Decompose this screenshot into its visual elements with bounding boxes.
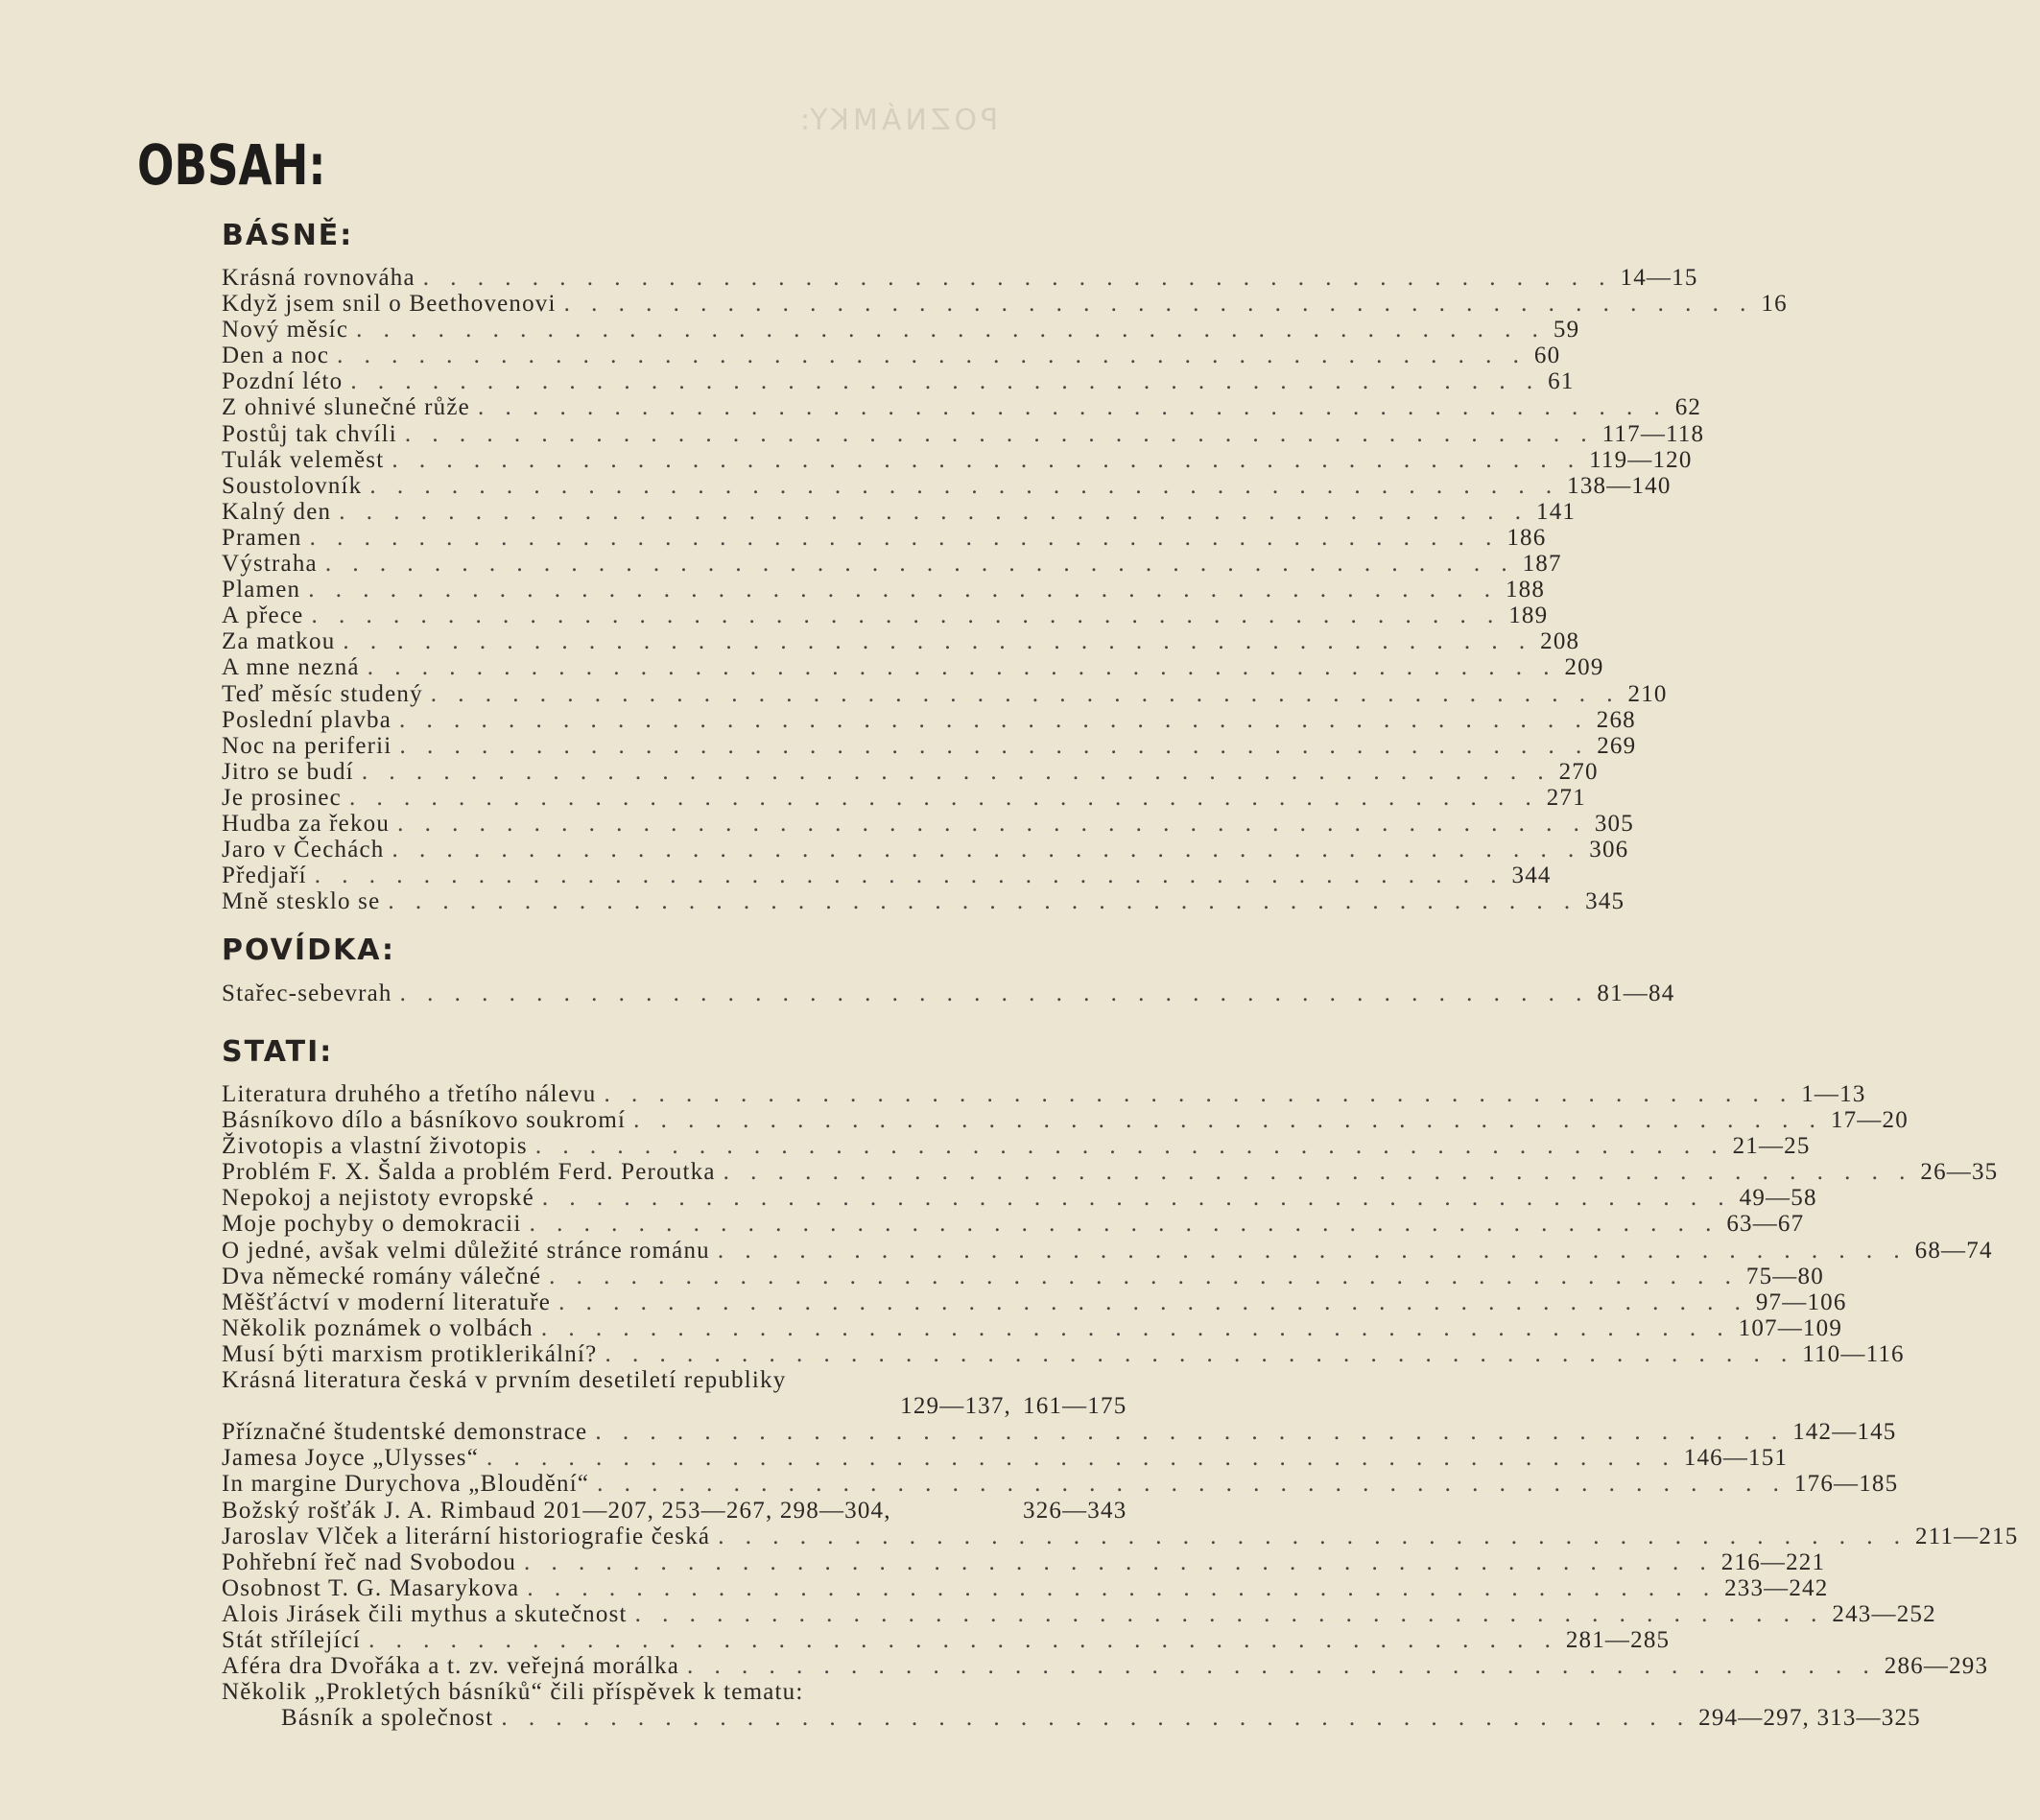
dot-leader: . . . . . . . . . . . . . . . . . . . . . . . . . . . . . . . . . . . . . . . . . . . . xyxy=(399,706,1589,733)
entry-pages: 188 xyxy=(1505,577,1546,603)
entry-title: Teď měsíc studený xyxy=(222,680,423,707)
dot-leader: . . . . . . . . . . . . . . . . . . . . . . . . . . . . . . . . . . . . . . . . . . . . xyxy=(540,1314,1731,1341)
toc-entry xyxy=(222,524,1547,551)
entry-title: Předjaří xyxy=(222,863,307,889)
dot-leader: . . . . . . . . . . . . . . . . . . . . . . . . . . . . . . . . . . . . . . . . . . . . xyxy=(430,680,1621,707)
entry-pages: 26—35 xyxy=(1920,1159,1999,1186)
toc-entry xyxy=(222,1574,1829,1601)
toc-entry xyxy=(222,1288,1847,1315)
toc-entry xyxy=(222,1263,1824,1289)
entry-title: Když jsem snil o Beethovenovi xyxy=(222,291,557,318)
toc-entry xyxy=(222,1081,1866,1107)
entry-pages: 1—13 xyxy=(1801,1081,1866,1107)
bleed-through-text: POZNÁMKY: xyxy=(796,104,999,137)
entry-pages: 294—297, 313—325 xyxy=(1698,1705,1921,1732)
dot-leader: . . . . . . . . . . . . . . . . . . . . . . . . . . . . . . . . . . . . . . . . . . . . xyxy=(367,654,1557,681)
dot-leader: . . . . . . . . . . . . . . . . . . . . . . . . . . . . . . . . . . . . . . . . . . . . xyxy=(723,1159,1913,1186)
entry-pages: 110—116 xyxy=(1802,1340,1905,1367)
entry-pages: 209 xyxy=(1564,654,1604,681)
entry-title: Osobnost T. G. Masarykova xyxy=(222,1574,520,1601)
entry-title: Stařec-sebevrah xyxy=(222,981,392,1006)
dot-leader: . . . . . . . . . . . . . . . . . . . . . . . . . . . . . . . . . . . . . . . . . . . . xyxy=(422,265,1613,291)
dot-leader: . . . . . . . . . . . . . . . . . . . . . . . . . . . . . . . . . . . . . . . . . . . . xyxy=(541,1185,1732,1212)
toc-entry xyxy=(222,1367,1143,1393)
entry-title: Jitro se budí xyxy=(222,758,354,785)
entry-title: Krásná literatura česká v prvním desetiletí republiky xyxy=(222,1367,787,1394)
entry-title: Božský rošťák J. A. Rimbaud 201—207, 253—267, 298—304, xyxy=(222,1497,891,1524)
dot-leader: . . . . . . . . . . . . . . . . . . . . . . . . . . . . . . . . . . . . . . . . . . . . xyxy=(309,524,1500,551)
dot-leader: . . . . . . . . . . . . . . . . . . . . . . . . . . . . . . . . . . . . . . . . . . . . xyxy=(388,888,1578,915)
entry-title: In margine Durychova „Bloudění“ xyxy=(222,1471,590,1498)
essays-list xyxy=(222,1081,2019,1732)
toc-entry xyxy=(222,1600,1936,1627)
section-heading-poems: BÁSNĚ: xyxy=(222,219,354,252)
entry-title: Pohřební řeč nad Svobodou xyxy=(222,1548,517,1575)
toc-entry xyxy=(222,1237,1993,1264)
entry-pages: 59 xyxy=(1553,317,1580,343)
dot-leader: . . . . . . . . . . . . . . . . . . . . . . . . . . . . . . . . . . . . . . . . . . . . xyxy=(605,1340,1795,1367)
dot-leader: . . . . . . . . . . . . . . . . . . . . . . . . . . . . . . . . . . . . . . . . . . . . xyxy=(399,732,1590,759)
entry-title: Několik poznámek o volbách xyxy=(222,1314,534,1341)
toc-entry xyxy=(222,1314,1843,1341)
toc-entry xyxy=(222,446,1693,473)
toc-entry xyxy=(222,888,1625,915)
toc-entry xyxy=(222,1653,1989,1680)
entry-title: Dva německé romány válečné xyxy=(222,1263,542,1289)
entry-title: Noc na periferii xyxy=(222,732,392,759)
toc-entry xyxy=(222,1393,1143,1419)
entry-pages: 186 xyxy=(1506,524,1547,551)
entry-title: Problém F. X. Šalda a problém Ferd. Peroutka xyxy=(222,1159,716,1186)
entry-pages: 345 xyxy=(1585,888,1625,915)
entry-title: Několik „Prokletých básníků“ čili příspěvek k tematu: xyxy=(222,1679,804,1706)
toc-entry xyxy=(222,1419,1897,1446)
dot-leader: . . . . . . . . . . . . . . . . . . . . . . . . . . . . . . . . . . . . . . . . . . . . xyxy=(308,577,1498,603)
entry-pages: 305 xyxy=(1594,810,1634,837)
entry-title: Postůj tak chvíli xyxy=(222,420,397,447)
entry-title: Nový měsíc xyxy=(222,317,349,343)
toc-entry xyxy=(222,837,1629,863)
dot-leader: . . . . . . . . . . . . . . . . . . . . . . . . . . . . . . . . . . . . . . . . . . . . xyxy=(558,1288,1748,1315)
dot-leader: . . . . . . . . . . . . . . . . . . . . . . . . . . . . . . . . . . . . . . . . . . . . xyxy=(604,1081,1794,1107)
toc-entry xyxy=(222,810,1634,837)
entry-pages: 271 xyxy=(1546,784,1586,811)
entry-pages: 97—106 xyxy=(1755,1288,1847,1315)
dot-leader: . . . . . . . . . . . . . . . . . . . . . . . . . . . . . . . . . . . . . . . . . . . . xyxy=(486,1445,1676,1472)
entry-pages: 49—58 xyxy=(1739,1185,1817,1212)
entry-title: Je prosinec xyxy=(222,784,342,811)
dot-leader: . . . . . . . . . . . . . . . . . . . . . . . . . . . . . . . . . . . . . . . . . . . . xyxy=(356,317,1546,343)
entry-pages: 81—84 xyxy=(1597,981,1675,1006)
entry-title: Moje pochyby o demokracii xyxy=(222,1211,522,1238)
entry-pages: 21—25 xyxy=(1732,1133,1811,1160)
dot-leader: . . . . . . . . . . . . . . . . . . . . . . . . . . . . . . . . . . . . . . . . . . . . xyxy=(687,1653,1877,1680)
entry-pages: 107—109 xyxy=(1738,1314,1843,1341)
dot-leader: . . . . . . . . . . . . . . . . . . . . . . . . . . . . . . . . . . . . . . . . . . . . xyxy=(399,981,1590,1006)
entry-title: Hudba za řekou xyxy=(222,810,391,837)
toc-entry xyxy=(222,343,1561,369)
entry-title: Poslední plavba xyxy=(222,706,392,733)
entry-pages: 210 xyxy=(1627,680,1668,707)
entry-title: Za matkou xyxy=(222,628,336,655)
toc-entry xyxy=(222,654,1604,681)
toc-entry xyxy=(222,981,1675,1006)
entry-pages: 306 xyxy=(1589,837,1629,863)
entry-title: Básníkovo dílo a básníkovo soukromí xyxy=(222,1107,627,1134)
toc-entry xyxy=(222,1340,1905,1367)
entry-pages: 75—80 xyxy=(1745,1263,1824,1289)
entry-title: Stát střílející xyxy=(222,1626,362,1653)
dot-leader: . . . . . . . . . . . . . . . . . . . . . . . . . . . . . . . . . . . . . . . . . . . . xyxy=(563,291,1754,318)
entry-pages: 216—221 xyxy=(1720,1548,1826,1575)
entry-pages: 189 xyxy=(1508,603,1549,629)
entry-pages: 268 xyxy=(1596,706,1636,733)
toc-entry xyxy=(222,1548,1826,1575)
toc-entry xyxy=(222,758,1599,785)
dot-leader: . . . . . . . . . . . . . . . . . . . . . . . . . . . . . . . . . . . . . . . . . . . . xyxy=(534,1133,1725,1160)
entry-title: Básník a společnost xyxy=(281,1705,494,1732)
entry-pages: 286—293 xyxy=(1884,1653,1989,1680)
toc-entry xyxy=(222,680,1668,707)
toc-entry xyxy=(222,603,1549,629)
entry-title: Jamesa Joyce „Ulysses“ xyxy=(222,1445,479,1472)
entry-pages: 326—343 xyxy=(1023,1497,1127,1524)
entry-pages: 61 xyxy=(1548,368,1575,395)
section-heading-story: POVÍDKA: xyxy=(222,934,395,967)
dot-leader: . . . . . . . . . . . . . . . . . . . . . . . . . . . . . . . . . . . . . . . . . . . . xyxy=(311,603,1502,629)
entry-pages: 176—185 xyxy=(1793,1471,1899,1498)
dot-leader: . . . . . . . . . . . . . . . . . . . . . . . . . . . . . . . . . . . . . . . . . . . . xyxy=(397,810,1587,837)
toc-entry xyxy=(222,472,1672,499)
dot-leader: . . . . . . . . . . . . . . . . . . . . . . . . . . . . . . . . . . . . . . . . . . . . xyxy=(549,1263,1739,1289)
entry-pages: 60 xyxy=(1533,343,1561,369)
toc-entry xyxy=(222,628,1580,655)
toc-entry xyxy=(222,1705,1921,1732)
toc-entry xyxy=(222,1498,1143,1524)
entry-title: Nepokoj a nejistoty evropské xyxy=(222,1185,534,1212)
entry-pages: 63—67 xyxy=(1726,1211,1805,1238)
entry-title: Den a noc xyxy=(222,343,330,369)
toc-entry xyxy=(222,732,1637,759)
entry-pages: 16 xyxy=(1761,291,1788,318)
entry-pages: 269 xyxy=(1597,732,1637,759)
entry-pages: 243—252 xyxy=(1832,1600,1936,1627)
toc-entry xyxy=(222,1133,1811,1160)
entry-pages: 281—285 xyxy=(1565,1626,1671,1653)
entry-pages: 208 xyxy=(1540,628,1580,655)
toc-entry xyxy=(222,420,1705,447)
toc-entry xyxy=(222,1471,1899,1498)
toc-entry xyxy=(222,1159,1999,1186)
poems-list xyxy=(222,265,1788,915)
dot-leader: . . . . . . . . . . . . . . . . . . . . . . . . . . . . . . . . . . . . . . . . . . . . xyxy=(343,628,1533,655)
toc-entry xyxy=(222,317,1580,343)
dot-leader: . . . . . . . . . . . . . . . . . . . . . . . . . . . . . . . . . . . . . . . . . . . . xyxy=(324,551,1515,578)
entry-pages: 211—215 xyxy=(1914,1523,2019,1549)
entry-title: 129—137, xyxy=(900,1393,1011,1420)
toc-entry xyxy=(222,265,1698,291)
entry-title: Životopis a vlastní životopis xyxy=(222,1133,528,1160)
entry-pages: 117—118 xyxy=(1601,420,1705,447)
page-title: OBSAH: xyxy=(137,132,326,198)
entry-title: Kalný den xyxy=(222,498,332,525)
entry-title: Z ohnivé slunečné růže xyxy=(222,394,470,421)
entry-pages: 344 xyxy=(1511,863,1552,889)
toc-entry xyxy=(222,784,1586,811)
dot-leader: . . . . . . . . . . . . . . . . . . . . . . . . . . . . . . . . . . . . . . . . . . . . xyxy=(717,1237,1908,1264)
dot-leader: . . . . . . . . . . . . . . . . . . . . . . . . . . . . . . . . . . . . . . . . . . . . xyxy=(634,1600,1825,1627)
entry-pages: 141 xyxy=(1536,498,1577,525)
entry-title: Tulák veleměst xyxy=(222,446,385,473)
toc-entry xyxy=(222,1445,1789,1472)
dot-leader: . . . . . . . . . . . . . . . . . . . . . . . . . . . . . . . . . . . . . . . . . . . . xyxy=(633,1107,1823,1134)
dot-leader: . . . . . . . . . . . . . . . . . . . . . . . . . . . . . . . . . . . . . . . . . . . . xyxy=(501,1705,1692,1732)
entry-title: Soustolovník xyxy=(222,472,363,499)
entry-title: Krásná rovnováha xyxy=(222,265,415,291)
toc-entry xyxy=(222,291,1788,318)
entry-pages: 119—120 xyxy=(1589,446,1693,473)
toc-entry xyxy=(222,1626,1671,1653)
dot-leader: . . . . . . . . . . . . . . . . . . . . . . . . . . . . . . . . . . . . . . . . . . . . xyxy=(524,1548,1714,1575)
entry-pages: 161—175 xyxy=(1023,1393,1127,1420)
toc-entry xyxy=(222,1523,2019,1549)
entry-title: Pramen xyxy=(222,524,302,551)
dot-leader: . . . . . . . . . . . . . . . . . . . . . . . . . . . . . . . . . . . . . . . . . . . . xyxy=(595,1419,1786,1446)
dot-leader: . . . . . . . . . . . . . . . . . . . . . . . . . . . . . . . . . . . . . . . . . . . . xyxy=(348,784,1539,811)
entry-title: Alois Jirásek čili mythus a skutečnost xyxy=(222,1600,628,1627)
toc-entry xyxy=(222,577,1546,603)
dot-leader: . . . . . . . . . . . . . . . . . . . . . . . . . . . . . . . . . . . . . . . . . . . . xyxy=(597,1471,1787,1498)
story-list xyxy=(222,981,1675,1006)
dot-leader: . . . . . . . . . . . . . . . . . . . . . . . . . . . . . . . . . . . . . . . . . . . . xyxy=(350,368,1541,395)
entry-title: A mne nezná xyxy=(222,654,360,681)
entry-title: Musí býti marxism protiklerikální? xyxy=(222,1340,598,1367)
entry-pages: 233—242 xyxy=(1724,1574,1829,1601)
entry-pages: 146—151 xyxy=(1683,1445,1789,1472)
dot-leader: . . . . . . . . . . . . . . . . . . . . . . . . . . . . . . . . . . . . . . . . . . . . xyxy=(314,863,1505,889)
toc-entry xyxy=(222,368,1575,395)
dot-leader: . . . . . . . . . . . . . . . . . . . . . . . . . . . . . . . . . . . . . . . . . . . . xyxy=(404,420,1595,447)
entry-pages: 68—74 xyxy=(1914,1237,1993,1264)
entry-title: Příznačné študentské demonstrace xyxy=(222,1419,588,1446)
dot-leader: . . . . . . . . . . . . . . . . . . . . . . . . . . . . . . . . . . . . . . . . . . . . xyxy=(368,1626,1558,1653)
entry-pages: 270 xyxy=(1558,758,1599,785)
toc-entry xyxy=(222,1679,1143,1705)
entry-title: O jedné, avšak velmi důležité stránce románu xyxy=(222,1237,710,1264)
entry-title: Aféra dra Dvořáka a t. zv. veřejná morálka xyxy=(222,1653,680,1680)
dot-leader: . . . . . . . . . . . . . . . . . . . . . . . . . . . . . . . . . . . . . . . . . . . . xyxy=(529,1211,1720,1238)
entry-pages: 17—20 xyxy=(1830,1107,1909,1134)
toc-entry xyxy=(222,394,1702,421)
dot-leader: . . . . . . . . . . . . . . . . . . . . . . . . . . . . . . . . . . . . . . . . . . . . xyxy=(369,472,1560,499)
section-heading-essays: STATI: xyxy=(222,1035,334,1069)
dot-leader: . . . . . . . . . . . . . . . . . . . . . . . . . . . . . . . . . . . . . . . . . . . . xyxy=(718,1523,1908,1549)
entry-title: A přece xyxy=(222,603,304,629)
entry-title: Plamen xyxy=(222,577,301,603)
dot-leader: . . . . . . . . . . . . . . . . . . . . . . . . . . . . . . . . . . . . . . . . . . . . xyxy=(477,394,1668,421)
entry-title: Mně stesklo se xyxy=(222,888,381,915)
toc-entry xyxy=(222,1211,1805,1238)
entry-title: Literatura druhého a třetího nálevu xyxy=(222,1081,597,1107)
entry-title: Jaroslav Vlček a literární historiografie česká xyxy=(222,1523,711,1549)
toc-entry xyxy=(222,498,1577,525)
dot-leader: . . . . . . . . . . . . . . . . . . . . . . . . . . . . . . . . . . . . . . . . . . . . xyxy=(391,446,1582,473)
entry-pages: 14—15 xyxy=(1620,265,1698,291)
dot-leader: . . . . . . . . . . . . . . . . . . . . . . . . . . . . . . . . . . . . . . . . . . . . xyxy=(361,758,1552,785)
entry-title: Měšťáctví v moderní literatuře xyxy=(222,1288,552,1315)
entry-pages: 138—140 xyxy=(1567,472,1672,499)
dot-leader: . . . . . . . . . . . . . . . . . . . . . . . . . . . . . . . . . . . . . . . . . . . . xyxy=(337,343,1527,369)
toc-entry xyxy=(222,1107,1909,1134)
dot-leader: . . . . . . . . . . . . . . . . . . . . . . . . . . . . . . . . . . . . . . . . . . . . xyxy=(339,498,1529,525)
entry-pages: 142—145 xyxy=(1792,1419,1897,1446)
entry-title: Pozdní léto xyxy=(222,368,344,395)
entry-pages: 187 xyxy=(1522,551,1562,578)
toc-entry xyxy=(222,551,1562,578)
entry-title: Výstraha xyxy=(222,551,318,578)
dot-leader: . . . . . . . . . . . . . . . . . . . . . . . . . . . . . . . . . . . . . . . . . . . . xyxy=(391,837,1582,863)
toc-entry xyxy=(222,706,1636,733)
toc-entry xyxy=(222,1185,1817,1212)
toc-entry xyxy=(222,863,1552,889)
entry-pages: 62 xyxy=(1674,394,1702,421)
entry-title: Jaro v Čechách xyxy=(222,837,385,863)
dot-leader: . . . . . . . . . . . . . . . . . . . . . . . . . . . . . . . . . . . . . . . . . . . . xyxy=(527,1574,1718,1601)
